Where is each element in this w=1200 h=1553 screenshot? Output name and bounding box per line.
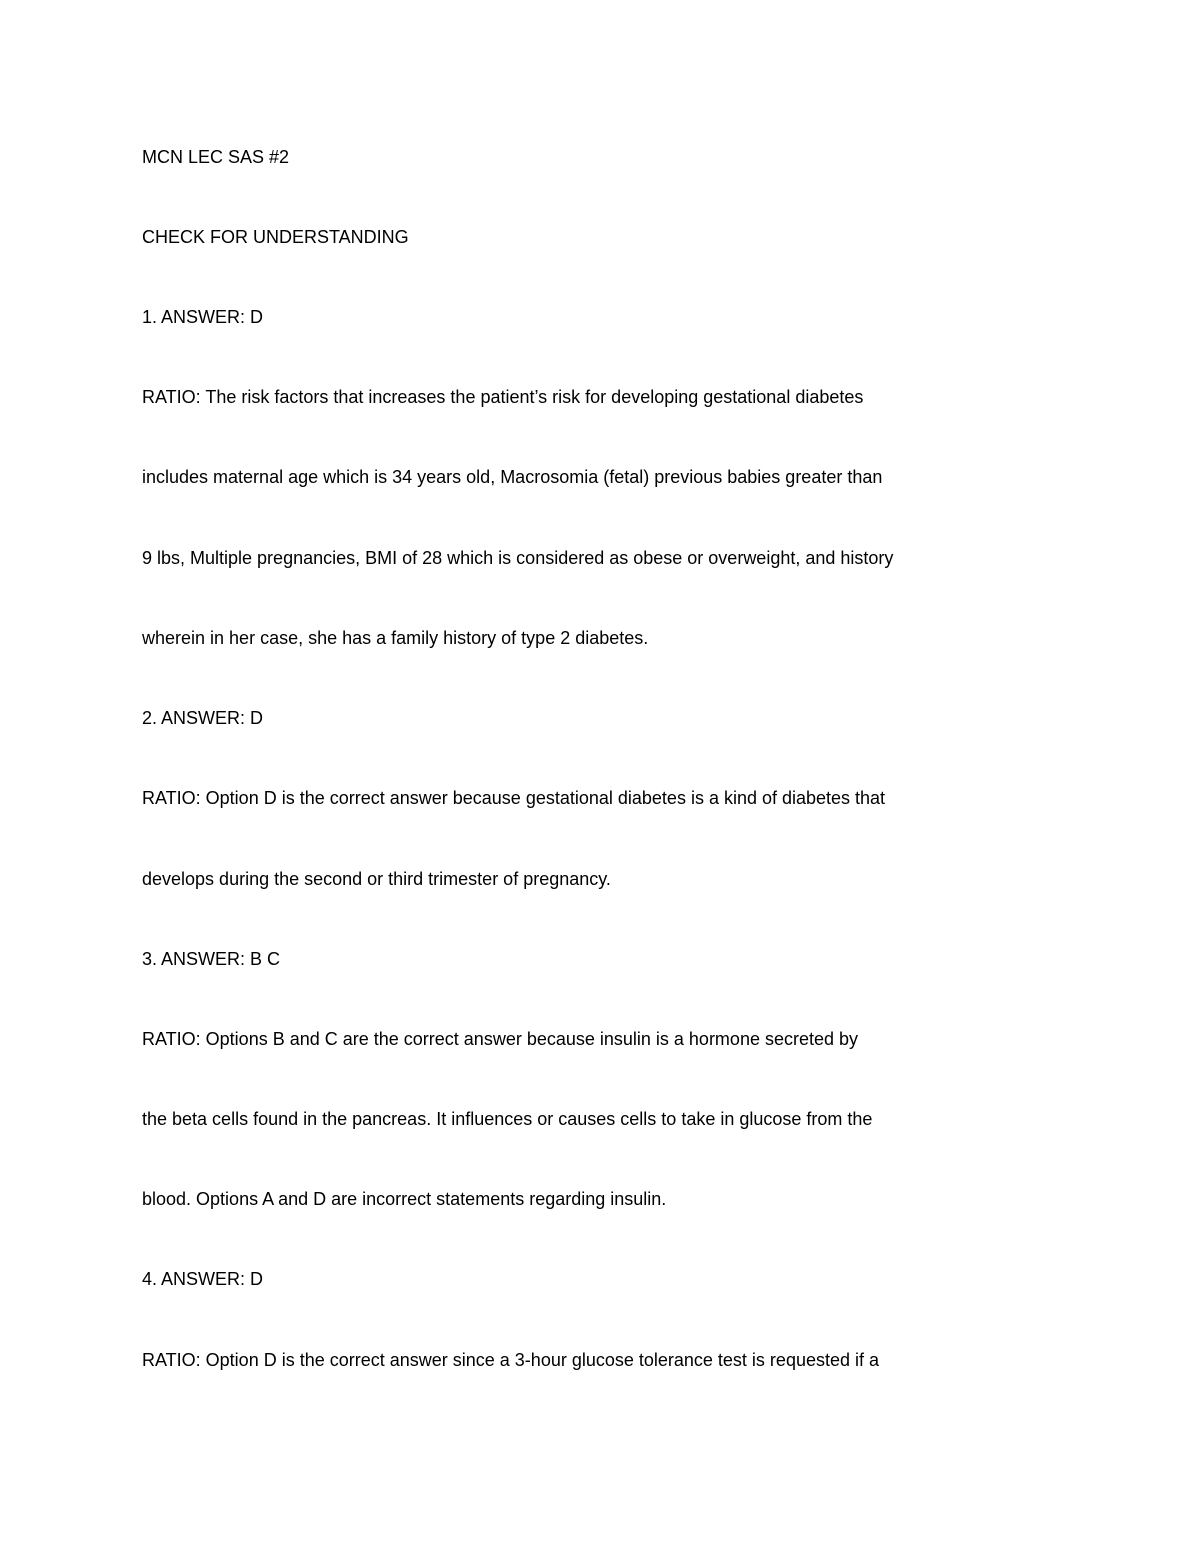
rationale-1-line-4: wherein in her case, she has a family history of type 2 diabetes. [142, 628, 649, 648]
rationale-2-line-2: develops during the second or third trimester of pregnancy. [142, 869, 611, 889]
rationale-4-line-1: RATIO: Option D is the correct answer since a 3-hour glucose tolerance test is requested if a [142, 1350, 880, 1370]
document-title: MCN LEC SAS #2 [142, 147, 290, 167]
answer-1: 1. ANSWER: D [142, 307, 264, 327]
rationale-2-line-1: RATIO: Option D is the correct answer because gestational diabetes is a kind of diabetes that [142, 788, 886, 808]
rationale-3-line-1: RATIO: Options B and C are the correct answer because insulin is a hormone secreted by [142, 1029, 859, 1049]
rationale-1-line-3: 9 lbs, Multiple pregnancies, BMI of 28 which is considered as obese or overweight, and history [142, 548, 894, 568]
answer-4: 4. ANSWER: D [142, 1269, 264, 1289]
answer-3: 3. ANSWER: B C [142, 949, 281, 969]
rationale-3-line-2: the beta cells found in the pancreas. It influences or causes cells to take in glucose from the [142, 1109, 873, 1129]
rationale-1-line-2: includes maternal age which is 34 years old, Macrosomia (fetal) previous babies greater than [142, 467, 883, 487]
section-heading: CHECK FOR UNDERSTANDING [142, 227, 409, 247]
rationale-1-line-1: RATIO: The risk factors that increases the patient’s risk for developing gestational diabetes [142, 387, 864, 407]
rationale-3-line-3: blood. Options A and D are incorrect statements regarding insulin. [142, 1189, 667, 1209]
answer-2: 2. ANSWER: D [142, 708, 264, 728]
